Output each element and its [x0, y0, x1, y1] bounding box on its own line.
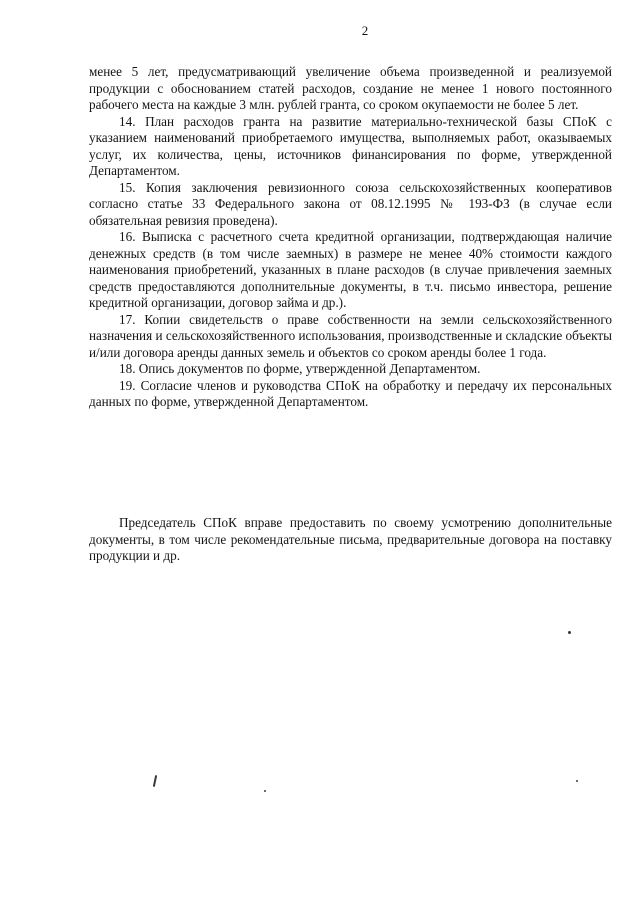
scan-speck — [153, 775, 157, 787]
scan-speck — [568, 631, 571, 634]
scan-speck — [264, 790, 266, 792]
closing-note: Председатель СПоК вправе предоставить по своему усмотрению дополнительные документы, в том числе рекомендательные письма, предварительные договора на поставку продукции и др. — [89, 515, 612, 563]
document-body — [89, 64, 612, 411]
paragraph-item-17: 17. Копии свидетельств о праве собственности на земли сельскохозяйственного назначения и сельскохозяйственного использования, производственные и складские объекты и/или договора аренды данных земель и объектов со сроком аренды более 1 года. — [89, 311, 612, 360]
page-number: 2 — [361, 23, 369, 38]
scan-speck — [576, 780, 578, 782]
paragraph-item-16: 16. Выписка с расчетного счета кредитной организации, подтверждающая наличие денежных средств (в том числе заемных) в размере не менее 40% стоимости каждого наименования приобретений, указанных в плане расходов (в случае привлечения заемных средств предоставляются дополнительные документы, в т.ч. письмо инвестора, решение кредитной организации, договор займа и др.). — [89, 229, 612, 310]
paragraph-item-19: 19. Согласие членов и руководства СПоК на обработку и передачу их персональных данных по форме, утвержденной Департаментом. — [89, 377, 612, 409]
paragraph-item-18: 18. Опись документов по форме, утвержденной Департаментом. — [119, 361, 481, 376]
paragraph-item-15: 15. Копия заключения ревизионного союза сельскохозяйственных кооперативов согласно статье 33 Федерального закона от 08.12.1995 № 193-ФЗ (в случае если обязательная ревизия проведена). — [89, 179, 612, 228]
paragraph-item-14: 14. План расходов гранта на развитие материально-технической базы СПоК с указанием наименований приобретаемого имущества, выполняемых работ, оказываемых услуг, их количества, цены, источников финансирования по форме, утвержденной Департаментом. — [89, 113, 612, 178]
paragraph-continuation: менее 5 лет, предусматривающий увеличение объема произведенной и реализуемой продукции с обоснованием статей расходов, создание не менее 1 нового постоянного рабочего места на каждые 3 млн. рублей гранта, со сроком окупаемости не более 5 лет. — [89, 64, 612, 112]
